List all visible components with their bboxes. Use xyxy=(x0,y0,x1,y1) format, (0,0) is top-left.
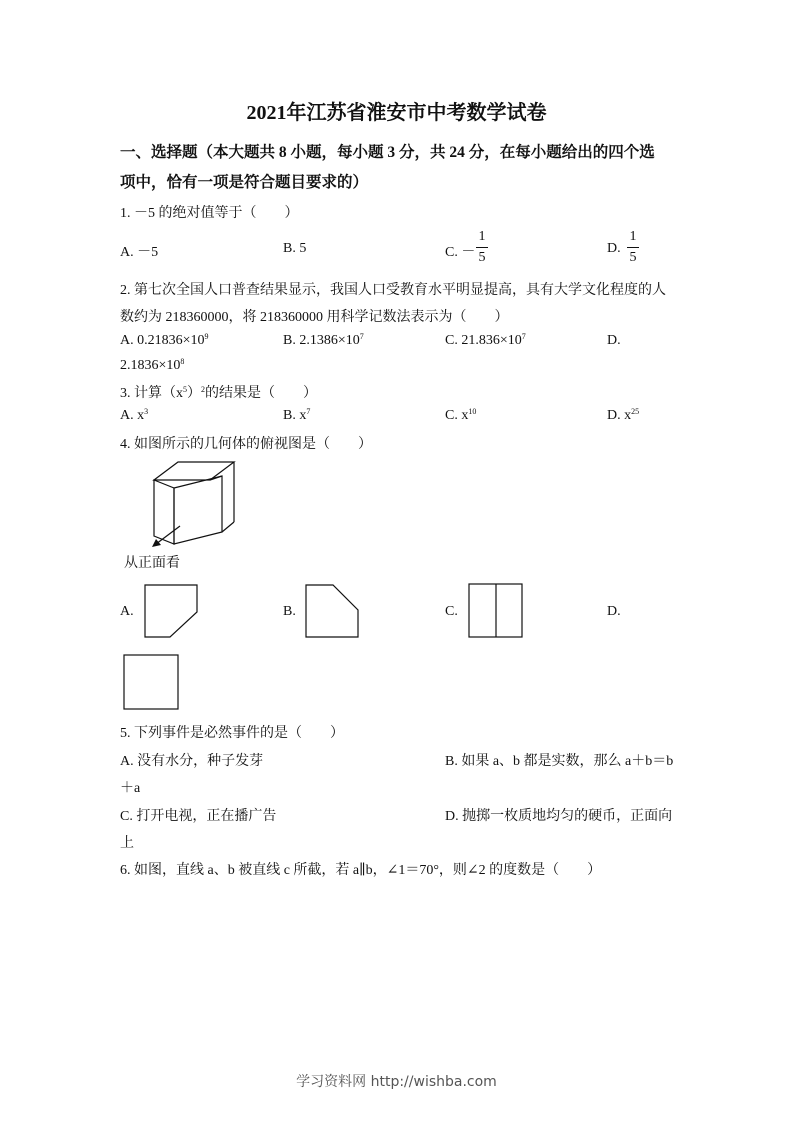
q2-c-exponent: 7 xyxy=(521,332,526,341)
solid-left-face xyxy=(154,480,174,544)
q5-option-c: C. 打开电视，正在播广告 xyxy=(120,809,277,824)
q6-stem: 6. 如图，直线 a、b 被直线 c 所截，若 a∥b，∠1＝70°，则∠2 的度数是（ ） xyxy=(120,863,602,878)
q3-stem-mid: ） xyxy=(187,386,201,401)
section-header-line1: 一、选择题（本大题共 8 小题，每小题 3 分，共 24 分，在每小题给出的四个选 xyxy=(120,144,655,161)
q3-b-exponent: 7 xyxy=(306,407,311,416)
q3-d-exponent: 25 xyxy=(631,407,640,416)
fraction-bar xyxy=(627,247,639,248)
q2-option-c xyxy=(445,333,526,349)
q4-option-a: A. xyxy=(120,604,134,619)
q3-stem-pre: 3. 计算（x xyxy=(120,386,183,401)
q2-c-base: C. 21.836×10 xyxy=(445,333,522,348)
q2-b-exponent: 7 xyxy=(359,332,364,341)
q1-option-c-label: C. xyxy=(445,245,458,260)
q2-d-base: 2.1836×10 xyxy=(120,358,181,373)
q1-option-d-label: D. xyxy=(607,241,621,256)
q5-option-b-line2: ＋a xyxy=(120,781,141,796)
q2-d-exponent: 8 xyxy=(180,357,185,366)
q2-option-d-label: D. xyxy=(607,333,621,348)
q2-option-b xyxy=(283,333,364,349)
q4-view-label: 从正面看 xyxy=(124,555,180,571)
q3-a-base: A. x xyxy=(120,408,145,423)
q1-option-c xyxy=(445,241,475,261)
q4-option-b: B. xyxy=(283,604,296,619)
q1-d-numerator: 1 xyxy=(629,229,637,244)
q4-option-d-figure xyxy=(124,655,180,711)
q3-outer-exponent: 2 xyxy=(201,385,205,394)
page-title: 2021年江苏省淮安市中考数学试卷 xyxy=(246,102,547,124)
q2-a-exponent: 9 xyxy=(204,332,209,341)
q2-b-base: B. 2.1386×10 xyxy=(283,333,360,348)
q4-option-c: C. xyxy=(445,604,458,619)
footer-watermark: 学习资料网 http://wishba.com xyxy=(296,1074,497,1090)
q1-c-denominator: 5 xyxy=(478,250,486,265)
q3-option-b xyxy=(283,408,310,424)
q5-option-d-line2: 上 xyxy=(120,836,134,851)
q4-option-c-figure xyxy=(469,584,524,639)
q3-option-a xyxy=(120,408,148,424)
q3-option-c xyxy=(445,408,476,424)
q3-inner-exponent: 5 xyxy=(183,385,187,394)
q4-option-b-figure xyxy=(306,585,360,639)
q2-stem-line2: 数约为 218360000，将 218360000 用科学记数法表示为（ ） xyxy=(120,310,509,325)
section-header-line2: 项中，恰有一项是符合题目要求的） xyxy=(120,174,369,191)
q3-a-exponent: 3 xyxy=(144,407,149,416)
q1-stem: 1. －5 的绝对值等于（ ） xyxy=(120,206,299,221)
q2-option-a xyxy=(120,333,209,349)
q1-option-c-sign: － xyxy=(461,245,476,260)
q2-option-d-value xyxy=(120,358,184,374)
q5-option-d-line1: D. 抛掷一枚质地均匀的硬币，正面向 xyxy=(445,809,673,824)
q3-b-base: B. x xyxy=(283,408,307,423)
q5-stem: 5. 下列事件是必然事件的是（ ） xyxy=(120,726,344,741)
q4-stem: 4. 如图所示的几何体的俯视图是（ ） xyxy=(120,437,372,452)
q1-option-b: B. 5 xyxy=(283,241,307,256)
q4-option-d: D. xyxy=(607,604,621,619)
q1-option-a: A. －5 xyxy=(120,245,159,260)
q4-solid-figure xyxy=(140,460,250,550)
q2-stem-line1: 2. 第七次全国人口普查结果显示，我国人口受教育水平明显提高，具有大学文化程度的人 xyxy=(120,283,666,298)
q1-d-denominator: 5 xyxy=(629,250,637,265)
q1-option-d-fraction xyxy=(627,229,639,266)
q3-c-base: C. x xyxy=(445,408,469,423)
q4-option-a-figure xyxy=(145,585,199,639)
q3-c-exponent: 10 xyxy=(468,407,477,416)
q3-stem-post: 的结果是（ ） xyxy=(205,386,317,401)
q1-c-numerator: 1 xyxy=(478,229,486,244)
q2-a-base: A. 0.21836×10 xyxy=(120,333,205,348)
q5-option-a: A. 没有水分，种子发芽 xyxy=(120,754,264,769)
q1-option-c-fraction xyxy=(476,229,488,266)
q3-d-base: D. x xyxy=(607,408,632,423)
solid-edge xyxy=(222,522,234,532)
q5-option-b-line1: B. 如果 a、b 都是实数，那么 a＋b＝b xyxy=(445,754,674,769)
q3-stem xyxy=(120,382,317,402)
fraction-bar xyxy=(476,247,488,248)
q3-option-d xyxy=(607,408,639,424)
solid-front-face xyxy=(174,476,222,544)
